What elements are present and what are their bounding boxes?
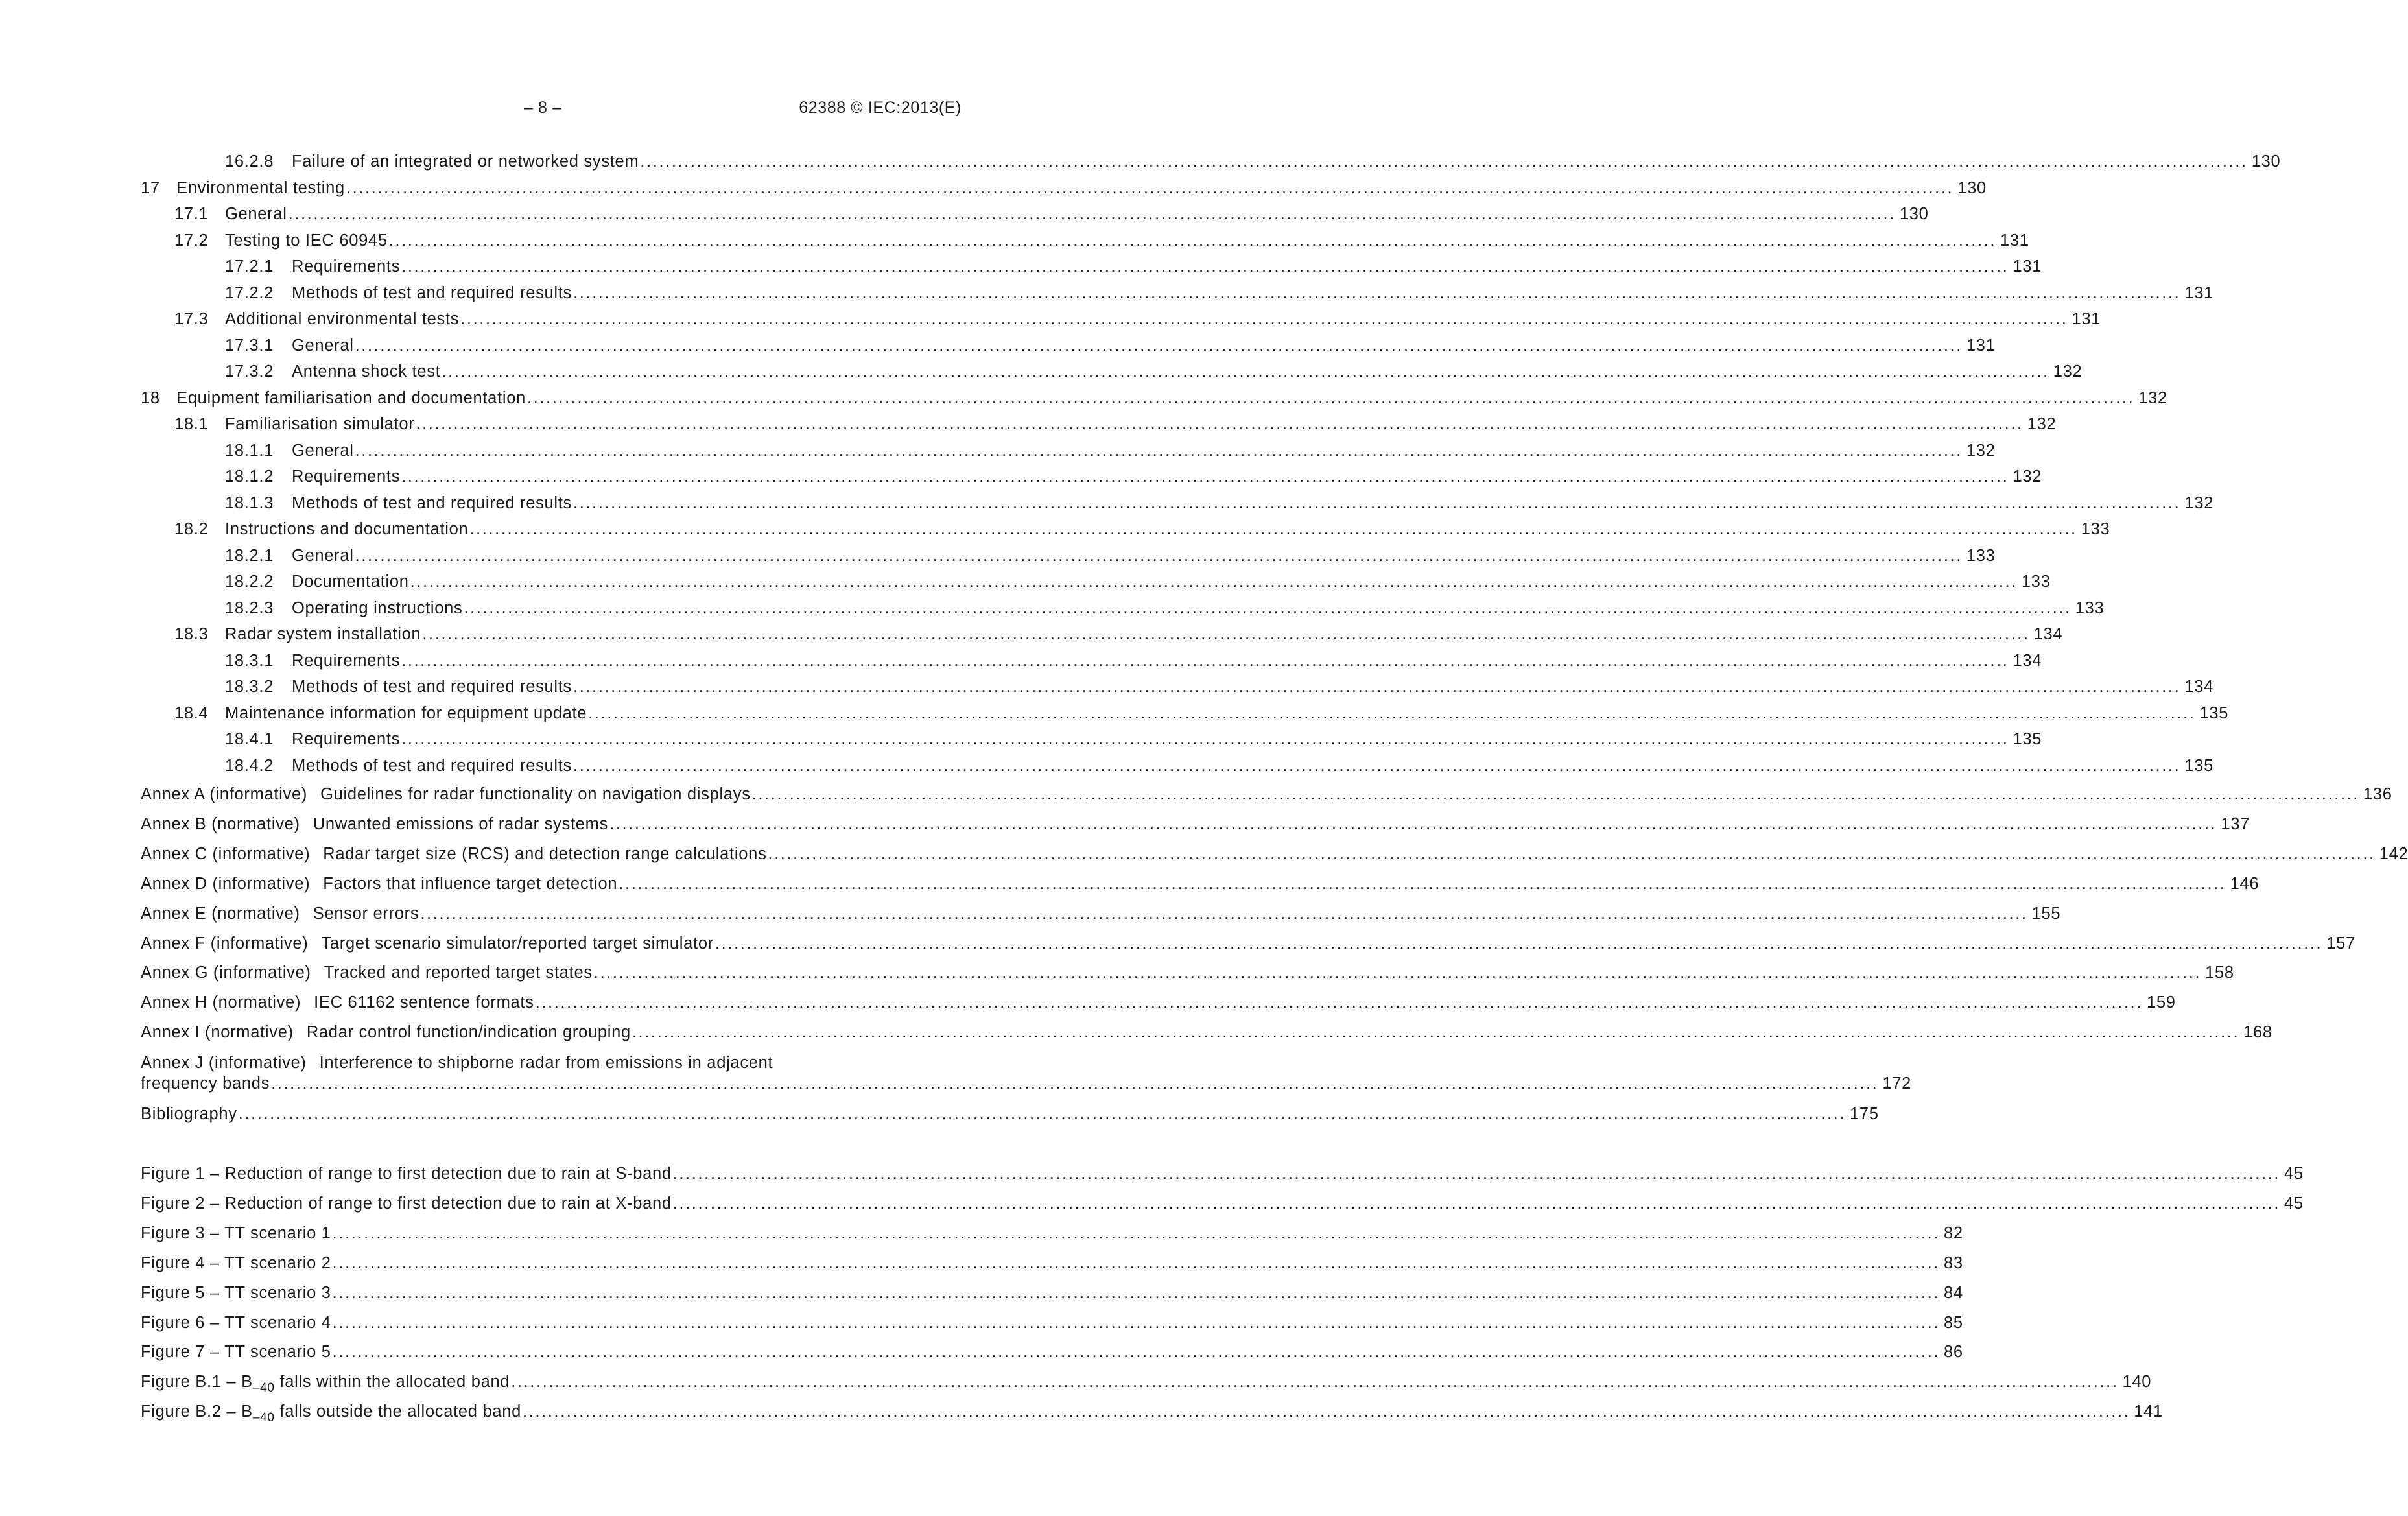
dot-leader — [527, 387, 2134, 409]
toc-entry-number: 18.1.2 — [225, 468, 274, 486]
toc-entry[interactable] — [141, 387, 2167, 409]
toc-entry[interactable] — [174, 203, 1929, 225]
toc-entry-page: 133 — [2075, 598, 2105, 617]
bibliography-entry[interactable] — [141, 1103, 1879, 1125]
toc-entry-number: 18.2.1 — [225, 546, 274, 565]
toc-entry-page: 135 — [2199, 704, 2229, 722]
annex-title-line2: frequency bands — [141, 1074, 270, 1093]
annex-title: Radar control function/indication grouping — [306, 1023, 631, 1042]
dot-leader — [333, 1252, 1940, 1274]
toc-entry-page: 132 — [2138, 388, 2167, 407]
toc-entry-page: 134 — [2013, 651, 2042, 670]
annex-title: Tracked and reported target states — [324, 964, 593, 982]
dot-leader — [619, 873, 2226, 895]
annex-page: 155 — [2031, 904, 2061, 923]
toc-entry-title: Environmental testing — [176, 178, 345, 197]
annex-page: 137 — [2221, 814, 2250, 833]
toc-entry-title: Requirements — [292, 651, 401, 670]
toc-entry-page: 130 — [1899, 205, 1929, 223]
toc-entry-number: 17.3 — [174, 310, 209, 328]
figure-title-suffix: falls within the allocated band — [274, 1373, 510, 1392]
dot-leader — [333, 1341, 1940, 1363]
dot-leader — [768, 843, 2375, 865]
dot-leader — [389, 230, 1996, 252]
annex-label: Annex C (informative) — [141, 844, 311, 863]
dot-leader — [469, 518, 2077, 540]
dot-leader — [573, 755, 2180, 777]
toc-entry[interactable] — [225, 335, 1996, 357]
toc-entry-page: 132 — [2053, 362, 2083, 381]
dot-leader — [588, 702, 2195, 724]
figure-entry[interactable] — [141, 1341, 1963, 1363]
toc-entry-title: Documentation — [292, 573, 409, 591]
toc-entry[interactable] — [225, 650, 2042, 672]
toc-entry-title: Requirements — [292, 730, 401, 748]
annex-entry[interactable] — [141, 932, 2355, 954]
figure-entry[interactable] — [141, 1163, 2304, 1185]
annex-title: Target scenario simulator/reported target simulator — [321, 934, 714, 953]
annex-entry[interactable] — [141, 843, 2408, 865]
dot-leader — [422, 623, 2029, 645]
toc-entry-number: 18 — [141, 388, 160, 407]
toc-entry[interactable] — [225, 255, 2042, 278]
toc-entry-page: 133 — [2021, 573, 2051, 591]
figure-title-subscript: –40 — [252, 1381, 275, 1395]
dot-leader — [594, 962, 2201, 984]
figure-title — [141, 1401, 523, 1423]
toc-entry-page: 134 — [2184, 678, 2213, 696]
toc-entry-title: Methods of test and required results — [292, 493, 572, 512]
toc-entry[interactable] — [174, 230, 2029, 252]
annex-j-entry[interactable] — [141, 1052, 964, 1074]
toc-entry-page: 132 — [2013, 468, 2042, 486]
page-number: – 8 – — [524, 99, 562, 117]
annex-page: 158 — [2205, 964, 2234, 982]
annex-entry[interactable] — [141, 1021, 2272, 1043]
dot-leader — [573, 492, 2180, 514]
toc-entry-number: 18.2.2 — [225, 573, 274, 591]
annex-title: Factors that influence target detection — [323, 874, 618, 893]
bibliography-page: 175 — [1850, 1105, 1879, 1123]
annex-entry[interactable] — [141, 991, 2176, 1013]
annex-page: 146 — [2230, 874, 2260, 893]
toc-entry-page: 130 — [2251, 152, 2281, 171]
annex-title: Sensor errors — [313, 904, 419, 923]
dot-leader — [464, 597, 2071, 619]
dot-leader — [333, 1312, 1940, 1334]
toc-entry-number: 18.1 — [174, 415, 209, 433]
toc-entry-number: 18.1.1 — [225, 441, 274, 460]
toc-entry-title: Failure of an integrated or networked system — [292, 152, 639, 171]
annex-label: Annex J (informative) — [141, 1054, 307, 1072]
figure-entry[interactable] — [141, 1401, 2163, 1425]
figure-title-subscript: –40 — [252, 1411, 275, 1425]
figure-entry[interactable] — [141, 1282, 1963, 1304]
annex-label: Annex A (informative) — [141, 785, 308, 803]
annex-entry[interactable] — [141, 783, 2392, 805]
annex-page: 157 — [2326, 934, 2355, 953]
annex-entry[interactable] — [141, 962, 2234, 984]
toc-entry-title: Methods of test and required results — [292, 678, 572, 696]
toc-entry-title: Familiarisation simulator — [225, 415, 415, 433]
annex-title: Guidelines for radar functionality on navigation displays — [320, 785, 751, 803]
toc-entry[interactable] — [225, 492, 2213, 514]
figure-entry[interactable] — [141, 1312, 1963, 1334]
toc-entry[interactable] — [225, 571, 2051, 593]
figure-page: 82 — [1943, 1224, 1963, 1242]
annex-title-line1: Interference to shipborne radar from emissions in adjacent — [319, 1054, 773, 1072]
toc-entry-title: Instructions and documentation — [225, 520, 469, 538]
annex-page: 168 — [2243, 1023, 2272, 1042]
toc-entry-page: 131 — [2184, 283, 2213, 302]
toc-entry-title: General — [292, 441, 354, 460]
toc-entry[interactable] — [174, 413, 2057, 435]
dot-leader — [640, 150, 2247, 172]
toc-entry-page: 133 — [2081, 520, 2110, 538]
toc-entry-title: Operating instructions — [292, 598, 463, 617]
toc-entry-page: 132 — [1966, 441, 1996, 460]
annex-label: Annex I (normative) — [141, 1023, 294, 1042]
toc-entry-number: 18.3 — [174, 625, 209, 643]
figure-title: Figure 7 – TT scenario 5 — [141, 1343, 331, 1362]
toc-entry-number: 17 — [141, 178, 160, 197]
figure-title: Figure 3 – TT scenario 1 — [141, 1224, 331, 1242]
dot-leader — [460, 308, 2068, 330]
toc-entry-page: 131 — [2013, 257, 2042, 276]
toc-entry-title: Antenna shock test — [292, 362, 441, 381]
toc-entry-number: 18.4 — [174, 704, 209, 722]
toc-entry-number: 18.2.3 — [225, 598, 274, 617]
annex-j-continuation[interactable] — [141, 1072, 1912, 1095]
figure-entry[interactable] — [141, 1192, 2304, 1214]
toc-entry-page: 132 — [2027, 415, 2057, 433]
annex-page: 136 — [2363, 785, 2392, 803]
toc-entry-page: 131 — [2000, 231, 2029, 250]
dot-leader — [346, 177, 1954, 199]
dot-leader — [573, 282, 2180, 304]
figure-entry[interactable] — [141, 1222, 1963, 1244]
toc-entry-title: Radar system installation — [225, 625, 421, 643]
toc-entry[interactable] — [174, 702, 2229, 724]
figure-page: 140 — [2122, 1373, 2152, 1392]
toc-entry-number: 18.2 — [174, 520, 209, 538]
figure-title: Figure 2 – Reduction of range to first detection due to rain at X-band — [141, 1194, 672, 1213]
toc-entry-page: 132 — [2184, 493, 2213, 512]
toc-entry[interactable] — [225, 597, 2105, 619]
figure-page: 85 — [1943, 1313, 1963, 1332]
toc-entry-number: 16.2.8 — [225, 152, 274, 171]
figure-title — [141, 1371, 511, 1393]
dot-leader — [401, 650, 2009, 672]
page-header — [0, 99, 1072, 124]
dot-leader — [523, 1401, 2130, 1423]
toc-entry-title: General — [292, 546, 354, 565]
toc-entry-number: 17.3.1 — [225, 336, 274, 355]
dot-leader — [401, 466, 2009, 488]
toc-entry-number: 18.3.2 — [225, 678, 274, 696]
toc-entry[interactable] — [174, 518, 2110, 540]
annex-page: 142 — [2379, 844, 2408, 863]
toc-entry-title: Requirements — [292, 257, 401, 276]
dot-leader — [673, 1192, 2280, 1214]
bibliography-title: Bibliography — [141, 1105, 237, 1123]
toc-entry[interactable] — [225, 545, 1996, 567]
annex-title: Unwanted emissions of radar systems — [313, 814, 609, 833]
dot-leader — [715, 932, 2322, 954]
annex-entry[interactable] — [141, 873, 2260, 895]
toc-entry-page: 133 — [1966, 546, 1996, 565]
dot-leader — [573, 676, 2180, 698]
dot-leader — [420, 903, 2027, 925]
figure-title: Figure 5 – TT scenario 3 — [141, 1283, 331, 1302]
toc-entry[interactable] — [225, 728, 2042, 750]
dot-leader — [239, 1103, 1846, 1125]
toc-entry-title: Methods of test and required results — [292, 283, 572, 302]
figure-title: Figure 4 – TT scenario 2 — [141, 1253, 331, 1272]
dot-leader — [632, 1021, 2239, 1043]
toc-entry-title: Maintenance information for equipment update — [225, 704, 587, 722]
dot-leader — [271, 1072, 1878, 1095]
dot-leader — [410, 571, 2018, 593]
toc-entry-page: 135 — [2013, 730, 2042, 748]
dot-leader — [355, 440, 1963, 462]
toc-entry-page: 135 — [2184, 756, 2213, 775]
toc-entry[interactable] — [174, 623, 2063, 645]
annex-page: 159 — [2146, 993, 2176, 1012]
toc-entry-number: 18.1.3 — [225, 493, 274, 512]
toc-entry-page: 134 — [2033, 625, 2063, 643]
annex-entry[interactable] — [141, 813, 2250, 835]
dot-leader — [511, 1371, 2118, 1393]
toc-entry-title: General — [292, 336, 354, 355]
figure-page: 141 — [2134, 1403, 2163, 1421]
toc-entry-number: 17.2.1 — [225, 257, 274, 276]
figure-page: 86 — [1943, 1343, 1963, 1362]
toc-entry[interactable] — [225, 150, 2281, 172]
figure-page: 45 — [2284, 1165, 2304, 1183]
toc-entry-number: 17.2.2 — [225, 283, 274, 302]
figure-page: 84 — [1943, 1283, 1963, 1302]
toc-entry-page: 131 — [2072, 310, 2101, 328]
dot-leader — [442, 361, 2049, 383]
dot-leader — [401, 728, 2009, 750]
dot-leader — [333, 1282, 1940, 1304]
toc-entry-number: 18.4.2 — [225, 756, 274, 775]
toc-entry-page: 130 — [1957, 178, 1987, 197]
toc-entry-title: Methods of test and required results — [292, 756, 572, 775]
figure-title-prefix: Figure B.1 – B — [141, 1373, 253, 1392]
annex-label: Annex H (normative) — [141, 993, 301, 1012]
dot-leader — [416, 413, 2023, 435]
figure-title-prefix: Figure B.2 – B — [141, 1403, 253, 1421]
toc-entry-title: Equipment familiarisation and documentation — [176, 388, 526, 407]
figure-page: 83 — [1943, 1253, 1963, 1272]
toc-entry[interactable] — [174, 308, 2101, 330]
toc-entry-page: 131 — [1966, 336, 1996, 355]
annex-label: Annex B (normative) — [141, 814, 300, 833]
annex-label: Annex D (informative) — [141, 874, 311, 893]
annex-title: Radar target size (RCS) and detection range calculations — [323, 844, 767, 863]
figure-title-suffix: falls outside the allocated band — [274, 1403, 521, 1421]
dot-leader — [355, 335, 1963, 357]
toc-entry[interactable] — [141, 177, 1987, 199]
toc-entry-number: 17.2 — [174, 231, 209, 250]
annex-entry[interactable] — [141, 903, 2061, 925]
annex-page: 172 — [1882, 1074, 1912, 1093]
annex-label: Annex G (informative) — [141, 964, 311, 982]
toc-entry[interactable] — [225, 755, 2213, 777]
figure-entry[interactable] — [141, 1371, 2152, 1395]
dot-leader — [673, 1163, 2280, 1185]
dot-leader — [752, 783, 2359, 805]
dot-leader — [333, 1222, 1940, 1244]
figure-page: 45 — [2284, 1194, 2304, 1213]
toc-entry[interactable] — [225, 361, 2083, 383]
dot-leader — [289, 203, 1896, 225]
toc-entry-number: 18.3.1 — [225, 651, 274, 670]
toc-entry-number: 17.3.2 — [225, 362, 274, 381]
toc-entry[interactable] — [225, 440, 1996, 462]
toc-entry-number: 18.4.1 — [225, 730, 274, 748]
toc-entry[interactable] — [225, 466, 2042, 488]
annex-label: Annex E (normative) — [141, 904, 300, 923]
toc-entry-title: Requirements — [292, 468, 401, 486]
dot-leader — [609, 813, 2217, 835]
dot-leader — [536, 991, 2143, 1013]
toc-entry-title: General — [225, 205, 287, 223]
toc-entry[interactable] — [225, 282, 2213, 304]
annex-label: Annex F (informative) — [141, 934, 309, 953]
figure-entry[interactable] — [141, 1252, 1963, 1274]
dot-leader — [355, 545, 1963, 567]
toc-entry-title: Additional environmental tests — [225, 310, 460, 328]
toc-entry[interactable] — [225, 676, 2213, 698]
annex-title: IEC 61162 sentence formats — [314, 993, 534, 1012]
figure-title: Figure 1 – Reduction of range to first detection due to rain at S-band — [141, 1165, 672, 1183]
document-id: 62388 © IEC:2013(E) — [799, 99, 962, 117]
figure-title: Figure 6 – TT scenario 4 — [141, 1313, 331, 1332]
toc-entry-title: Testing to IEC 60945 — [225, 231, 388, 250]
toc-entry-number: 17.1 — [174, 205, 209, 223]
dot-leader — [401, 255, 2009, 278]
